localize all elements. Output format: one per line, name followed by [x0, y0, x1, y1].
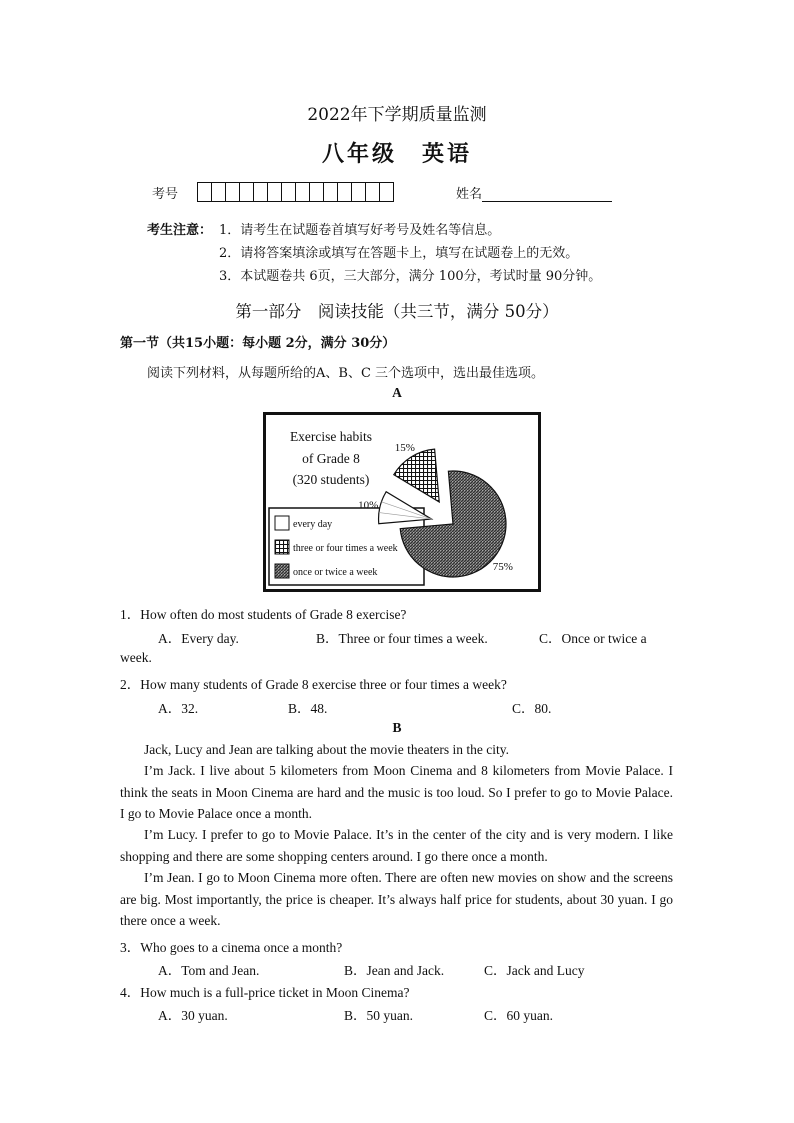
- section1-heading: 第一节（共15小题：每小题 2分，满分 30分）: [120, 336, 396, 351]
- legend-swatch-three-or-four-times-a-week: [275, 540, 289, 554]
- pie-label-every-day: 10%: [358, 499, 379, 512]
- question-2-stem: 2．How many students of Grade 8 exercise three or four times a week?: [120, 677, 507, 692]
- exam-no-label: 考号: [152, 187, 179, 202]
- passage-b-jack: I’m Jack. I live about 5 kilometers from Moon Cinema and 8 kilometers from Movie Palace. I think the seats in Moon Cinema are hard and the music is too loud. So I prefer to go to Movie Palace. I go to Movie Palace once a month.: [120, 763, 673, 821]
- passage-b-lucy: I’m Lucy. I prefer to go to Movie Palace. It’s in the center of the city and is very modern. I like shopping and there are some shopping centers around. I go there once a month.: [120, 827, 673, 864]
- question-4-option-b[interactable]: B．50 yuan.: [344, 1008, 413, 1023]
- notice-item-3: 3．本试题卷共 6页，三大部分，满分 100分，考试时量 90分钟。: [219, 269, 602, 284]
- legend-swatch-once-or-twice-a-week: [275, 564, 289, 578]
- legend-label-three-or-four-times-a-week: three or four times a week: [293, 543, 398, 554]
- chart-title-line-3: (320 students): [292, 472, 370, 487]
- question-2-option-c[interactable]: C．80.: [512, 701, 552, 716]
- name-underline: [482, 186, 612, 202]
- exam-title: 2022年下学期质量监测: [307, 105, 487, 125]
- notice-label: 考生注意：: [147, 223, 213, 238]
- question-3-option-c[interactable]: C．Jack and Lucy: [484, 963, 585, 978]
- passage-b-jean: I’m Jean. I go to Moon Cinema more often. There are often new movies on show and the screens are big. Most importantly, the price is cheaper. It’s always half price for students, about 30 yuan. I go there once a week.: [120, 870, 673, 928]
- exercise-pie-chart: [263, 412, 541, 592]
- exam-subtitle: 八年级 英语: [321, 141, 472, 167]
- question-2-option-a[interactable]: A．32.: [158, 701, 199, 716]
- question-3-option-b[interactable]: B．Jean and Jack.: [344, 963, 445, 978]
- part1-heading: 第一部分 阅读技能（共三节，满分 50分）: [235, 302, 559, 321]
- chart-title-line-2: of Grade 8: [302, 451, 360, 466]
- pie-label-once-or-twice-a-week: 75%: [492, 560, 513, 573]
- passage-a-label: A: [392, 385, 402, 400]
- notice-item-2: 2．请将答案填涂或填写在答题卡上，填写在试题卷上的无效。: [219, 246, 579, 261]
- question-1-option-c[interactable]: C．Once or twice a: [539, 631, 647, 646]
- exam-no-boxes[interactable]: [197, 182, 394, 202]
- question-1-option-c-wrap: week.: [120, 650, 152, 665]
- pie-label-three-or-four-times-a-week: 15%: [394, 441, 415, 454]
- question-4-option-a[interactable]: A．30 yuan.: [158, 1008, 228, 1023]
- question-4-stem: 4．How much is a full-price ticket in Moon Cinema?: [120, 985, 410, 1000]
- question-1-stem: 1．How often do most students of Grade 8 exercise?: [120, 607, 407, 622]
- question-3-option-a[interactable]: A．Tom and Jean.: [158, 963, 260, 978]
- question-1-option-b[interactable]: B．Three or four times a week.: [316, 631, 488, 646]
- passage-b-label: B: [392, 720, 402, 735]
- section1-instruction: 阅读下列材料，从每题所给的A、B、C 三个选项中，选出最佳选项。: [147, 366, 545, 381]
- chart-title-line-1: Exercise habits: [289, 429, 373, 444]
- question-4-option-c[interactable]: C．60 yuan.: [484, 1008, 553, 1023]
- name-field[interactable]: [456, 183, 612, 202]
- question-3-stem: 3．Who goes to a cinema once a month?: [120, 940, 343, 955]
- question-1-option-a[interactable]: A．Every day.: [158, 631, 239, 646]
- passage-b-intro: Jack, Lucy and Jean are talking about the movie theaters in the city.: [144, 742, 509, 757]
- legend-swatch-every-day: [275, 516, 289, 530]
- notice-item-1: 1．请考生在试题卷首填写好考号及姓名等信息。: [219, 223, 501, 238]
- legend-label-once-or-twice-a-week: once or twice a week: [293, 567, 378, 578]
- name-label: 姓名: [456, 187, 483, 202]
- legend-label-every-day: every day: [293, 519, 333, 530]
- question-2-option-b[interactable]: B．48.: [288, 701, 328, 716]
